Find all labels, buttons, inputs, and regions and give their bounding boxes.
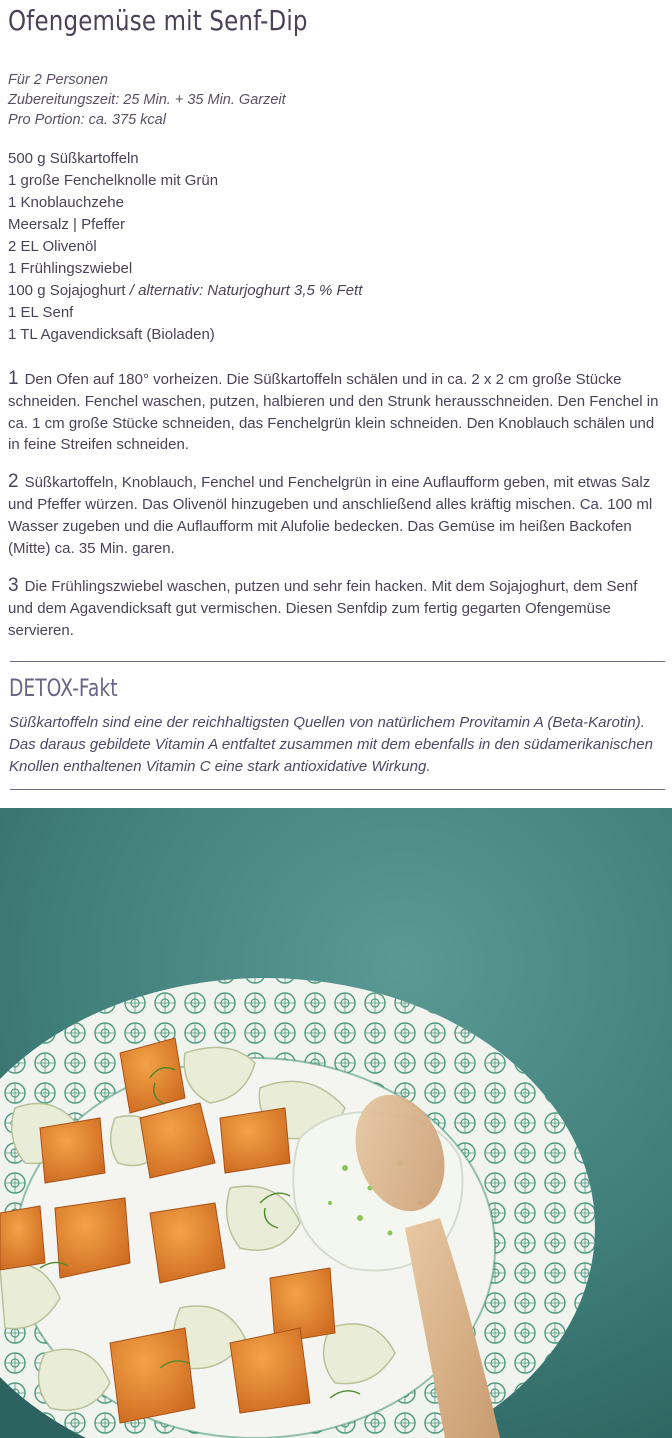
ingredient-item: Meersalz | Pfeffer — [8, 216, 125, 233]
ingredient-item: 2 EL Olivenöl — [8, 238, 97, 255]
step-text: Die Frühlingszwiebel waschen, putzen und sehr fein hacken. Mit dem Sojajoghurt, dem Senf und dem Agavendicksaft gut vermischen. Diesen Senfdip zum fertig gegarten Ofengemüse servieren. — [8, 578, 638, 639]
step-2 — [8, 471, 663, 559]
detox-bottom-divider — [10, 789, 665, 790]
recipe-title: Ofengemüse mit Senf-Dip — [8, 4, 308, 37]
yogurt-alternative: / alternativ: Naturjoghurt 3,5 % Fett — [125, 282, 363, 299]
step-3 — [8, 575, 663, 641]
yogurt-main: 100 g Sojajoghurt — [8, 282, 126, 299]
detox-text: Süßkartoffeln sind eine der reichhaltigsten Quellen von natürlichem Provitamin A (Beta-Karotin). Das daraus gebildete Vitamin A entfaltet zusammen mit dem ebenfalls in den südamerikanischen Knollen enthaltenen Vitamin C eine stark antioxidative Wirkung. — [9, 714, 653, 775]
step-number: 3 — [8, 575, 19, 597]
ingredient-item: 1 große Fenchelknolle mit Grün — [8, 172, 219, 189]
step-text: Den Ofen auf 180° vorheizen. Die Süßkartoffeln schälen und in ca. 2 x 2 cm große Stücke schneiden. Fenchel waschen, putzen, halbieren und den Strunk herausschneiden. Den Fenchel in ca. 1 cm große Stücke schneiden, das Fenchelgrün klein schneiden. Den Knoblauch schälen und in feine Streifen schneiden. — [8, 371, 659, 454]
ingredient-item: 1 EL Senf — [8, 304, 74, 321]
detox-heading: DETOX-Fakt — [9, 674, 118, 702]
prep-time: Zubereitungszeit: 25 Min. + 35 Min. Garzeit — [8, 92, 286, 108]
ingredient-item: 500 g Süßkartoffeln — [8, 150, 139, 167]
recipe-meta — [8, 70, 286, 130]
ingredient-item: 1 Frühlingszwiebel — [8, 260, 133, 277]
detox-top-divider — [10, 661, 665, 662]
ingredient-item: 1 TL Agavendicksaft (Bioladen) — [8, 326, 215, 343]
step-text: Süßkartoffeln, Knoblauch, Fenchel und Fenchelgrün in eine Auflaufform geben, mit etwas Salz und Pfeffer würzen. Das Olivenöl hinzugeben und anschließend alles kräftig mischen. Ca. 100 ml Wasser zugeben und die Auflaufform mit Alufolie bedecken. Das Gemüse im heißen Backofen (Mitte) ca. 35 Min. garen. — [8, 474, 653, 557]
step-number: 1 — [8, 368, 19, 389]
ingredient-item-yogurt — [8, 280, 362, 302]
dish-photo — [0, 808, 672, 1438]
instruction-steps — [8, 368, 663, 658]
step-number: 2 — [8, 471, 19, 493]
calories: Pro Portion: ca. 375 kcal — [8, 112, 166, 128]
ingredient-list — [8, 148, 362, 346]
ingredient-item: 1 Knoblauchzehe — [8, 194, 124, 211]
servings: Für 2 Personen — [8, 72, 108, 88]
step-1 — [8, 368, 663, 456]
